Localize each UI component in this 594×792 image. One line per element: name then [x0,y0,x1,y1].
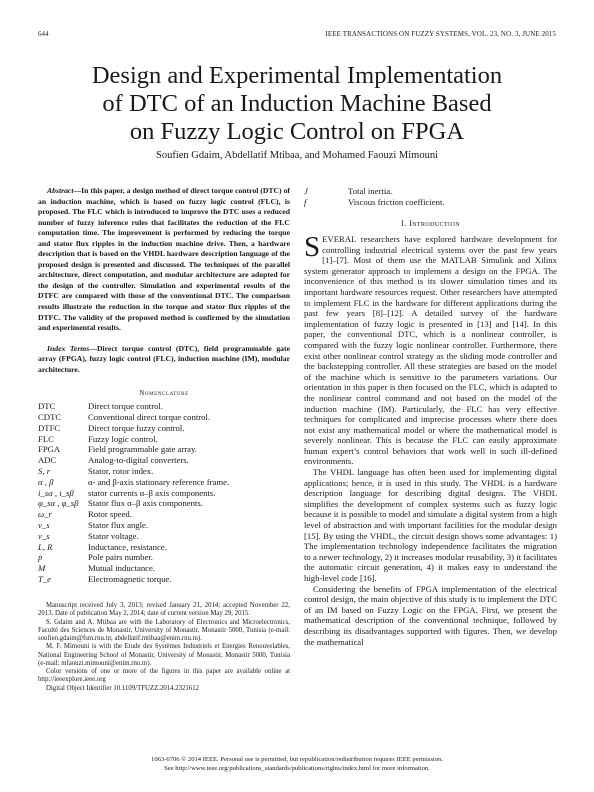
footnote: Digital Object Identifier 10.1109/TFUZZ.2014.2321612 [46,684,200,692]
nomenclature-symbol: T_e [38,574,52,585]
nomenclature-symbol: α , β [38,476,54,487]
nomenclature-row [38,552,290,563]
nomenclature-symbol: i_sα , i_sβ [38,487,74,498]
footnote: Color versions of one or more of the figures in this paper are available online at http://ieeexplore.ieee.org [38,668,290,684]
title-line: on Fuzzy Logic Control on FPGA [129,118,465,145]
copyright-line: 1063-6706 © 2014 IEEE. Personal use is permitted, but republication/redistribution requires IEEE permission. [151,756,443,763]
nomenclature-row [38,412,290,423]
nomenclature-row [38,401,290,412]
nomenclature-row [38,498,290,509]
nomenclature-heading: Nomenclature [139,389,189,398]
nomenclature-definition: Analog-to-digital converters. [88,455,189,466]
footnotes [38,602,290,693]
nomenclature-symbol: φ_sα , φ_sβ [38,498,79,509]
nomenclature-definition: Electromagnetic torque. [88,574,172,585]
nomenclature-symbol: FLC [38,433,54,444]
nomenclature-definition: Rotor speed. [88,509,132,520]
nomenclature-symbol: FPGA [38,444,61,455]
author-list: Soufien Gdaim, Abdellatif Mtibaa, and Mohamed Faouzi Mimouni [156,150,438,161]
nomenclature-definition: Total inertia. [348,186,393,196]
footnote: S. Gdaim and A. Mtibaa are with the Laboratory of Electronics and Microelectronics, Faculté des Sciences de Monastir, University of Monastir, Monastir 5000, Tunisia (e-mail: soufien.gdaim@fsm.rnu.tn; abdellatif.mtibaa@enim.rnu.tn). [38,618,290,642]
abstract-label: Abstract— [47,186,82,195]
nomenclature-symbol: DTC [38,401,56,412]
nomenclature-row [38,455,290,466]
nomenclature-definition: Pole pairs number. [88,552,153,563]
nomenclature-row [38,520,290,531]
nomenclature-definition: Stator, rotor index. [88,466,154,477]
intro-paragraph-1 [304,231,557,467]
nomenclature-definition: Fuzzy logic control. [88,433,158,444]
nomenclature-definition: Viscous friction coefficient. [348,197,445,207]
nomenclature-definition: Direct torque control. [88,401,164,412]
nomenclature-symbol: L, R [38,541,53,552]
nomenclature-symbol: J [304,186,308,196]
nomenclature-definition: α- and β-axis stationary reference frame. [88,476,230,487]
nomenclature-definition: Mutual inductance. [88,563,156,574]
nomenclature-symbol: v_s [38,530,50,541]
nomenclature-definition: Field programmable gate array. [88,444,197,455]
nomenclature-definition: Inductance, resistance. [88,541,167,552]
nomenclature-definition: Stator voltage. [88,530,139,541]
nomenclature-symbol: ν_s [38,520,50,531]
nomenclature-row [38,434,290,445]
nomenclature-symbol: DTFC [38,422,61,433]
nomenclature-row [304,197,445,208]
nomenclature-definition: stator currents α–β axis components. [88,487,216,498]
title-line: Design and Experimental Implementation [91,62,503,89]
paragraph-text: EVERAL researchers have explored hardware development for controlling industrial electrical systems over the past few years [1]–[7]. Most of them use the MATLAB Simulink and Xilinx system generator approach to implement a design on the FPGA. The inconvenience of this method is its slower simulation times and its important hardware resources request. Other researchers have attempted to implement FLC in the hardware for different applications during the past few years [8]–[12]. A detailed survey of the hardware implementation of fuzzy logic is presented in [13] and [14]. In this paper, the conventional DTC, which is a nonlinear controller, is compared with the fuzzy logic nonlinear controller. Furthermore, there exist other nonlinear control strategy as the sliding mode controller and the backstepping controller. All these strategies are based on the model of the machine which is sensitive to the parameters variations. Our orientation in this paper is then focused on the FLC, which is adapted to the nonlinear control command and not based on the model of the induction machine (IM). Particularly, the FLC has very effective techniques for complicated and imprecise processes where there does not exist any mathematical model or where the mathematical model is severely nonlinear. This is because the FLC can easily approximate human expert’s control behaviors that work well in such ill-defined environments. [304,234,557,467]
nomenclature-row [38,444,290,455]
page-number: 644 [38,30,49,38]
nomenclature-row [38,563,290,574]
nomenclature-symbol: CDTC [38,412,62,423]
nomenclature-symbol: M [38,563,46,574]
nomenclature-symbol: ADC [38,455,57,466]
nomenclature-row [38,531,290,542]
footnote: Manuscript received July 3, 2013; revised January 21, 2014; accepted November 22, 2013. Date of publication May 2, 2014; date of current version May 29, 2015. [38,602,290,618]
nomenclature-row [38,477,290,488]
nomenclature-row [38,509,290,520]
paper-title [0,62,594,146]
copyright-notice [0,756,594,773]
running-header: IEEE TRANSACTIONS ON FUZZY SYSTEMS, VOL. 23, NO. 3, JUNE 2015 [325,30,556,38]
drop-cap: S [304,231,321,263]
intro-paragraph-2: The VHDL language has often been used for implementing digital applications; hence, it is used in this study. The VHDL is a hardware description language for describing digital designs. The VHDL simplifies the development of complex systems such as fuzzy logic because it is possible to model and simulate a digital system from a high level of abstraction and with important facilities for the modular design [15]. By using the VHDL, the circuit design shows some advantages: 1) The implementation technology independence facilitates the migration to a newer technology, 2) it increases modular reusability, 3) it facilitates the automatic circuit generation, 4) it makes easy to understand the high-level code [16]. [304,467,557,583]
nomenclature-symbol: S, r [38,466,51,477]
abstract-text: In this paper, a design method of direct torque control (DTC) of an induction machine, which is based on fuzzy logic control (FLC), is proposed. The FLC which is introduced to improve the DTC uses a reduced number of fuzzy inference rules that facilitates the reduction of the FLC computation time. The improvement is performed by reducing the torque and stator flux ripples in the induction machine drive. Then, a hardware description that is based on the VHDL hardware description language of the proposed design is presented and discussed. The techniques of the parallel architecture, direct computation, and modular architecture are adopted for the design of the controller. Simulation and experimental results of the DTFC are compared with those of the conventional DTC. The comparison results illustrate the reduction in the torque and stator flux ripples of the DTFC. The validity of the proposed method is confirmed by the simulation and experimental results. [38,186,290,333]
nomenclature-table [38,401,290,585]
nomenclature-symbol: f [304,197,307,207]
right-column [304,186,557,647]
index-terms-label: Index Terms— [47,343,97,353]
intro-paragraph-3: Considering the benefits of FPGA implementation of the electrical control design, the main objective of this study is to implement the DTC of an IM based on Fuzzy Logic on the FPGA. First, we present the mathematical description of the conventional technique, followed by describing its disadvantages supported with figures. Then, we develop the mathematical [304,583,557,647]
nomenclature-row [38,466,290,477]
left-column [38,186,290,585]
nomenclature-definition: Conventional direct torque control. [88,412,211,423]
section-heading: I. Introduction [401,219,460,228]
nomenclature-definition: Direct torque fuzzy control. [88,422,185,433]
title-line: of DTC of an Induction Machine Based [102,90,492,117]
nomenclature-continued [304,186,445,208]
nomenclature-symbol: p [38,552,43,563]
nomenclature-row [38,542,290,553]
abstract [38,186,290,334]
index-terms-text: Direct torque control (DTC), field programmable gate array (FPGA), fuzzy logic control (FLC), induction machine (IM), modular architecture. [38,343,290,374]
nomenclature-row [38,423,290,434]
nomenclature-row [38,488,290,499]
index-terms [38,344,290,376]
nomenclature-definition: Stator flux angle. [88,520,149,531]
footnote: M. F. Mimouni is with the Etude des Systèmes Industriels et Energies Renouvelables, National Engineering School of Monastir, University of Monastir, Monastir 5000, Tunisia (e-mail: mfaouzi.mimouni@enim.rnu.tn). [38,643,290,667]
nomenclature-symbol: ω_r [38,509,52,520]
nomenclature-definition: Stator flux α–β axis components. [88,498,203,509]
rights-url-line: See http://www.ieee.org/publications_standards/publications/rights/index.html for more information. [164,764,430,772]
nomenclature-row [304,186,445,197]
nomenclature-row [38,574,290,585]
